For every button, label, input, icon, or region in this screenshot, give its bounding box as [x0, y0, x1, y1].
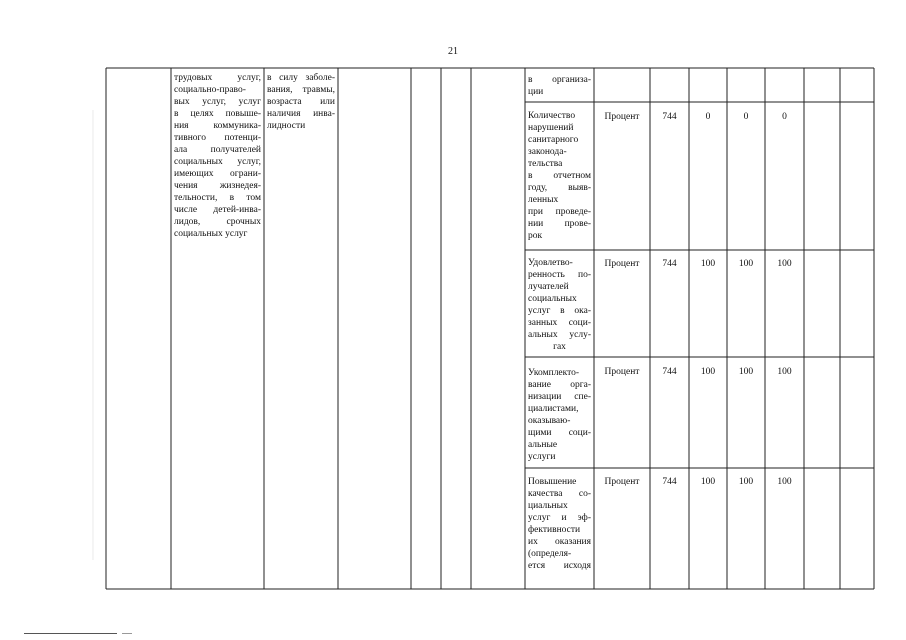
unit-cell: Процент [604, 259, 640, 269]
text-line: социальных [528, 294, 577, 304]
unit-cell: Процент [604, 112, 640, 122]
value-cell: 100 [777, 367, 792, 377]
text-line: нии прове- [528, 219, 591, 229]
text-line: в отчетном [528, 171, 591, 181]
text-line: наличия инва- [267, 109, 335, 119]
text-line: циальных [528, 501, 568, 511]
text-line: числе детей-инва- [174, 205, 261, 215]
text-line: году, выяв- [528, 183, 591, 193]
text-line: лучателей [528, 282, 569, 292]
text-line: альных услу- [528, 330, 591, 340]
text-line: низации спе- [528, 392, 591, 402]
value-cell: 0 [705, 112, 711, 122]
code-cell: 744 [662, 259, 677, 269]
text-line: циалистами, [528, 404, 579, 414]
indicator-cell [528, 476, 591, 572]
text-line: возраста или [267, 97, 335, 107]
code-cell: 744 [662, 112, 677, 122]
value-cell: 100 [700, 259, 716, 269]
text-line: имеющих ограни- [174, 169, 261, 179]
value-cell: 0 [782, 112, 787, 122]
indicator-cell [528, 74, 591, 98]
text-line: услуг и эф- [528, 513, 591, 523]
text-line: услуг в ока- [528, 306, 591, 316]
text-line: в целях повыше- [174, 109, 261, 119]
text-line: Повышение [528, 477, 577, 487]
recipient-category-cell [267, 72, 335, 132]
text-line: лидности [267, 121, 306, 131]
text-line: ции [528, 87, 544, 97]
text-line: нарушений [528, 123, 574, 133]
text-line: чения жизнедея- [174, 181, 261, 191]
value-cell: 100 [738, 259, 754, 269]
text-line: при проведе- [528, 207, 591, 217]
text-line: ленных [528, 195, 559, 205]
unit-cell: Процент [604, 477, 640, 487]
text-line: тельства [528, 159, 563, 169]
indicator-cell [528, 257, 591, 353]
text-line: Удовлетво- [528, 258, 573, 268]
text-line: ала получателей [174, 145, 261, 155]
service-names-cell [174, 72, 261, 240]
text-line: социальных услуг, [174, 157, 261, 167]
text-line: Укомплекто- [528, 368, 580, 378]
text-line: альные [528, 440, 558, 450]
value-cell: 100 [777, 477, 792, 487]
text-line: социальных услуг [174, 229, 248, 239]
text-line: вание орга- [528, 380, 591, 390]
text-line: услуги [528, 452, 556, 462]
code-cell: 744 [662, 477, 677, 487]
text-line: их оказания [528, 537, 591, 547]
text-line: ния коммуника- [174, 121, 261, 131]
footnote-dash [122, 633, 132, 634]
unit-cell: Процент [604, 367, 640, 377]
text-line: законода- [528, 147, 567, 157]
text-line: рок [528, 231, 543, 241]
text-line: ется исходя [528, 561, 591, 571]
text-line: трудовых услуг, [174, 73, 261, 83]
text-line: качества со- [528, 489, 591, 499]
page-number: 21 [448, 46, 458, 57]
text-line: вых услуг, услуг [174, 97, 261, 107]
text-line: в организа- [528, 75, 591, 85]
indicator-cell [528, 367, 591, 463]
text-line: оказываю- [528, 416, 571, 426]
footnote-rule [24, 633, 117, 634]
value-cell: 100 [700, 477, 716, 487]
value-cell: 0 [743, 112, 749, 122]
text-line: социально-право- [174, 85, 246, 95]
text-line: вания, травмы, [267, 85, 335, 95]
text-line: тивного потенци- [174, 133, 261, 143]
text-line: фективности [528, 525, 581, 535]
text-line: ренность по- [528, 270, 591, 280]
text-line: Количество [528, 111, 576, 121]
text-line: гах [553, 342, 566, 352]
text-line: лидов, срочных [174, 217, 261, 227]
value-cell: 100 [738, 367, 754, 377]
value-cell: 100 [700, 367, 716, 377]
text-line: в силу заболе- [267, 73, 335, 83]
text-line: санитарного [528, 135, 579, 145]
indicator-cell [528, 110, 591, 242]
text-line: (определя- [528, 549, 572, 559]
text-line: щими соци- [528, 428, 591, 438]
text-line: занных соци- [528, 318, 591, 328]
code-cell: 744 [662, 367, 677, 377]
text-line: тельности, в том [174, 193, 261, 203]
value-cell: 100 [777, 259, 792, 269]
value-cell: 100 [738, 477, 754, 487]
